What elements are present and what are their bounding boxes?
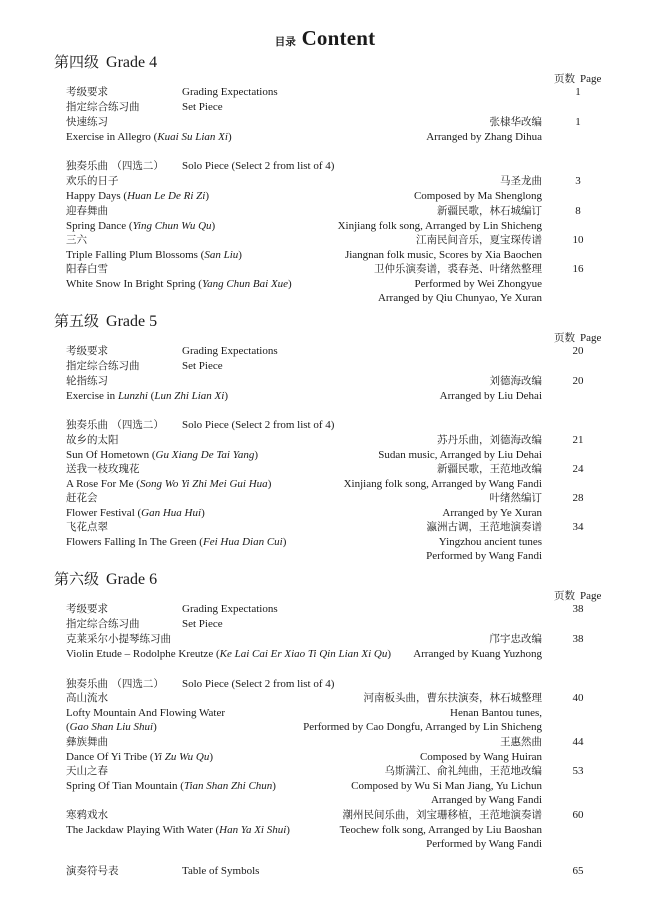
toc-entry-solo[interactable]: 彝族舞曲 王惠然曲 <box>66 736 542 748</box>
toc-entry-solo[interactable]: 故乡的太阳 苏丹乐曲，刘德海改编 <box>66 434 542 446</box>
toc-entry-solo-en-credit: Performed by Wang Fandi <box>426 838 542 850</box>
toc-entry-solo[interactable]: 高山流水 河南板头曲，曹东扶演奏，林石城整理 <box>66 692 542 704</box>
page-number: 40 <box>572 692 584 704</box>
toc-entry-grading-expectations[interactable]: 考级要求 Grading Expectations <box>66 86 278 98</box>
page-number: 20 <box>572 375 584 387</box>
toc-entry-set-piece[interactable]: 轮指练习 刘德海改编 <box>66 375 542 387</box>
page-number: 38 <box>572 633 584 645</box>
set-piece-label: 指定综合练习曲 Set Piece <box>66 101 223 113</box>
grade-6-header: 第六级 Grade 6 <box>54 570 158 588</box>
page-number: 10 <box>572 234 584 246</box>
page-number: 16 <box>572 263 584 275</box>
solo-piece-label: 独奏乐曲 （四选二） Solo Piece (Select 2 from list of 4) <box>66 419 335 431</box>
toc-entry-solo-en: The Jackdaw Playing With Water (Han Ya Xi Shui) Teochew folk song, Arranged by Liu Baoshan <box>66 824 542 836</box>
toc-entry-solo-en: Spring Of Tian Mountain (Tian Shan Zhi Chun) Composed by Wu Si Man Jiang, Yu Lichun <box>66 780 542 792</box>
page-number: 24 <box>572 463 584 475</box>
toc-entry-solo-en: Happy Days (Huan Le De Ri Zi) Composed by Ma Shenglong <box>66 190 542 202</box>
toc-entry-solo-en-credit: Arranged by Qiu Chunyao, Ye Xuran <box>377 292 542 304</box>
toc-entry-solo[interactable]: 送我一枝玫瑰花 新疆民歌，王范地改编 <box>66 463 542 475</box>
page-number: 21 <box>572 434 584 446</box>
page-number: 60 <box>572 809 584 821</box>
grade-4-header: 第四级 Grade 4 <box>54 53 158 71</box>
set-piece-label: 指定综合练习曲 Set Piece <box>66 360 223 372</box>
toc-entry-solo-en: A Rose For Me (Song Wo Yi Zhi Mei Gui Hua) Xinjiang folk song, Arranged by Wang Fandi <box>66 478 542 490</box>
page-column-header: 页数 Page <box>554 73 602 85</box>
page-number: 1 <box>575 86 581 98</box>
toc-entry-table-of-symbols[interactable]: 演奏符号表 Table of Symbols <box>66 865 260 877</box>
toc-entry-solo-en-credit: Performed by Wang Fandi <box>426 550 542 562</box>
toc-entry-solo-en-credit: Arranged by Wang Fandi <box>430 794 542 806</box>
toc-entry-solo-en: Flower Festival (Gan Hua Hui) Arranged by Ye Xuran <box>66 507 542 519</box>
toc-entry-solo[interactable]: 飞花点翠 瀛洲古调，王范地演奏谱 <box>66 521 542 533</box>
toc-entry-solo-en: Flowers Falling In The Green (Fei Hua Dian Cui) Yingzhou ancient tunes <box>66 536 542 548</box>
toc-entry-solo[interactable]: 迎春舞曲 新疆民歌，林石城编订 <box>66 205 542 217</box>
page-number: 20 <box>572 345 584 357</box>
toc-entry-solo[interactable]: 三六 江南民间音乐，夏宝琛传谱 <box>66 234 542 246</box>
page-number: 34 <box>572 521 584 533</box>
toc-entry-solo-en: Dance Of Yi Tribe (Yi Zu Wu Qu) Composed by Wang Huiran <box>66 751 542 763</box>
toc-entry-solo[interactable]: 欢乐的日子 马圣龙曲 <box>66 175 542 187</box>
page-number: 3 <box>575 175 581 187</box>
page-number: 44 <box>572 736 584 748</box>
solo-piece-label: 独奏乐曲 （四选二） Solo Piece (Select 2 from list of 4) <box>66 678 335 690</box>
page-number: 53 <box>572 765 584 777</box>
toc-entry-grading-expectations[interactable]: 考级要求 Grading Expectations <box>66 603 278 615</box>
toc-entry-solo-en: Spring Dance (Ying Chun Wu Qu) Xinjiang folk song, Arranged by Lin Shicheng <box>66 220 542 232</box>
toc-entry-solo[interactable]: 寒鸦戏水 潮州民间乐曲，刘宝珊移植，王范地演奏谱 <box>66 809 542 821</box>
toc-entry-set-piece[interactable]: 快速练习 张棣华改编 <box>66 116 542 128</box>
toc-entry-solo-en: White Snow In Bright Spring (Yang Chun Bai Xue) Performed by Wei Zhongyue <box>66 278 542 290</box>
toc-entry-solo-en: Sun Of Hometown (Gu Xiang De Tai Yang) Sudan music, Arranged by Liu Dehai <box>66 449 542 461</box>
toc-entry-solo-en: Triple Falling Plum Blossoms (San Liu) Jiangnan folk music, Scores by Xia Baochen <box>66 249 542 261</box>
toc-entry-set-piece-en: Exercise in Lunzhi (Lun Zhi Lian Xi) Arranged by Liu Dehai <box>66 390 542 402</box>
page-column-header: 页数 Page <box>554 332 602 344</box>
toc-entry-set-piece[interactable]: 克莱采尔小提琴练习曲 邝宇忠改编 <box>66 633 542 645</box>
toc-entry-grading-expectations[interactable]: 考级要求 Grading Expectations <box>66 345 278 357</box>
toc-entry-set-piece-en: Exercise in Allegro (Kuai Su Lian Xi) Arranged by Zhang Dihua <box>66 131 542 143</box>
solo-piece-label: 独奏乐曲 （四选二） Solo Piece (Select 2 from list of 4) <box>66 160 335 172</box>
page-number: 1 <box>575 116 581 128</box>
toc-entry-solo[interactable]: 赶花会 叶绪然编订 <box>66 492 542 504</box>
page-number: 65 <box>572 865 584 877</box>
toc-entry-solo-en: Lofty Mountain And Flowing Water Henan Bantou tunes, <box>66 707 542 719</box>
toc-entry-solo-en-line2: (Gao Shan Liu Shui) Performed by Cao Dongfu, Arranged by Lin Shicheng <box>66 721 542 733</box>
grade-5-header: 第五级 Grade 5 <box>54 312 158 330</box>
toc-entry-solo[interactable]: 天山之春 乌斯满江、俞礼纯曲，王范地改编 <box>66 765 542 777</box>
page-number: 8 <box>575 205 581 217</box>
page-column-header: 页数 Page <box>554 590 602 602</box>
page-title: 目录 Content <box>274 26 376 50</box>
set-piece-label: 指定综合练习曲 Set Piece <box>66 618 223 630</box>
toc-entry-set-piece-en: Violin Etude – Rodolphe Kreutze (Ke Lai Cai Er Xiao Ti Qin Lian Xi Qu) Arranged by Kuang Yuzhong <box>66 648 542 660</box>
page-number: 28 <box>572 492 584 504</box>
toc-entry-solo[interactable]: 阳春白雪 卫仲乐演奏谱，裘春尧、叶绪然整理 <box>66 263 542 275</box>
page-number: 38 <box>572 603 584 615</box>
